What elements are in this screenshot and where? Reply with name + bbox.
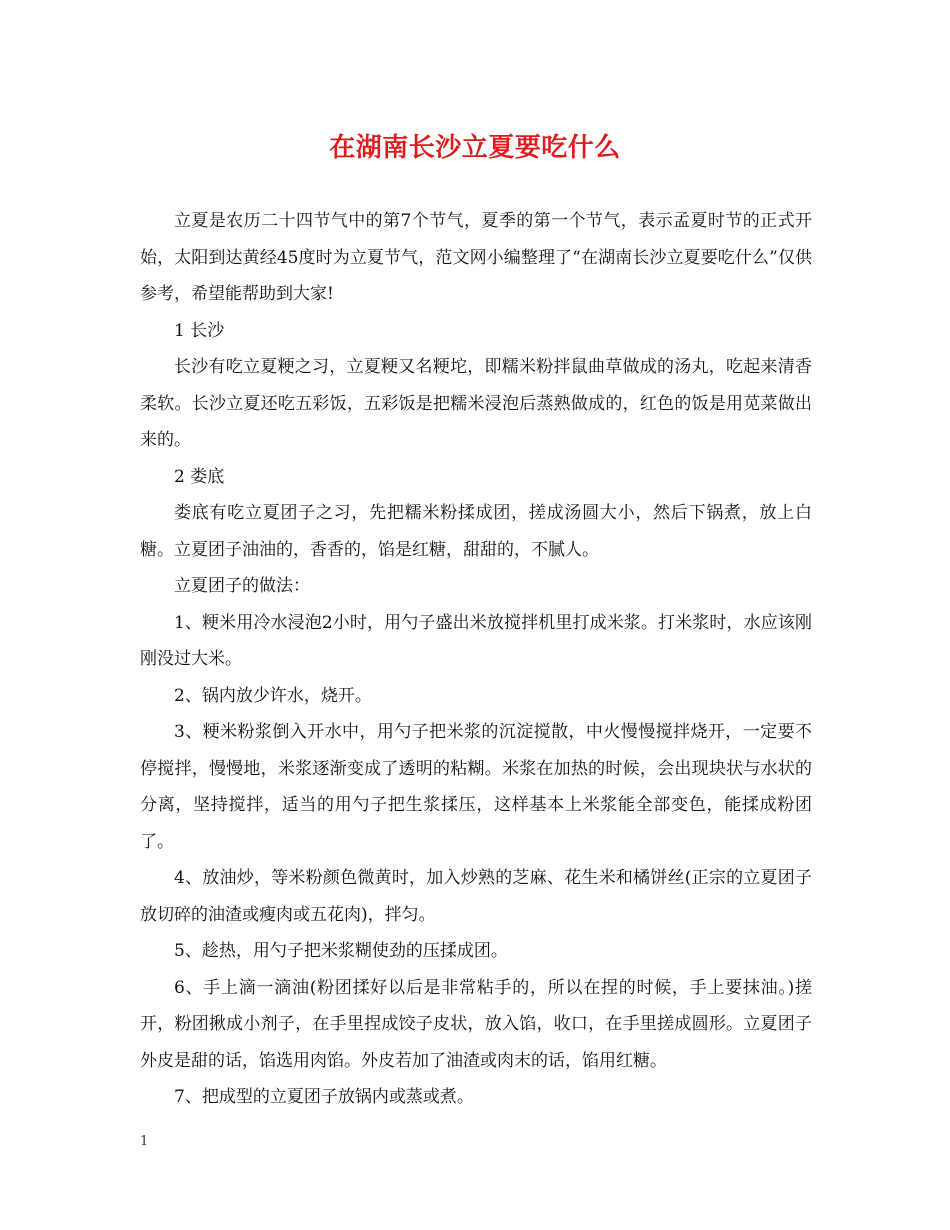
- recipe-step-4: 4、放油炒，等米粉颜色微黄时，加入炒熟的芝麻、花生米和橘饼丝(正宗的立夏团子放切碎的油渣或瘦肉或五花肉)，拌匀。: [140, 868, 812, 925]
- document-body: [140, 203, 812, 1116]
- recipe-step-2: 2、锅内放少许水，烧开。: [174, 685, 372, 706]
- paragraph-loudi: 娄底有吃立夏团子之习，先把糯米粉揉成团，搓成汤圆大小，然后下锅煮，放上白糖。立夏团子油油的，香香的，馅是红糖，甜甜的，不腻人。: [140, 503, 812, 560]
- document-title: 在湖南长沙立夏要吃什么: [329, 133, 621, 163]
- section-heading-loudi: 2 娄底: [174, 466, 225, 487]
- recipe-heading: 立夏团子的做法：: [174, 576, 310, 596]
- recipe-step-5: 5、趁热，用勺子把米浆糊使劲的压揉成团。: [174, 941, 508, 961]
- recipe-step-7: 7、把成型的立夏团子放锅内或蒸或煮。: [174, 1087, 474, 1107]
- section-heading-changsha: 1 长沙: [174, 320, 225, 341]
- page-number: 1: [140, 1134, 149, 1149]
- recipe-step-1: 1、粳米用冷水浸泡2小时，用勺子盛出米放搅拌机里打成米浆。打米浆时，水应该刚刚没过大米。: [140, 612, 812, 669]
- recipe-step-6: 6、手上滴一滴油(粉团揉好以后是非常粘手的，所以在捏的时候，手上要抹油。)搓开，粉团揪成小剂子，在手里捏成饺子皮状，放入馅，收口，在手里搓成圆形。立夏团子外皮是甜的话，馅选用肉馅。外皮若加了油渣或肉末的话，馅用红糖。: [140, 977, 812, 1071]
- recipe-step-3: 3、粳米粉浆倒入开水中，用勺子把米浆的沉淀搅散，中火慢慢搅拌烧开，一定要不停搅拌，慢慢地，米浆逐渐变成了透明的粘糊。米浆在加热的时候，会出现块状与水状的分离，坚持搅拌，适当的用勺子把生浆揉压，这样基本上米浆能全部变色，能揉成粉团了。: [140, 722, 812, 852]
- paragraph-changsha: 长沙有吃立夏粳之习，立夏粳又名粳坨，即糯米粉拌鼠曲草做成的汤丸，吃起来清香柔软。长沙立夏还吃五彩饭，五彩饭是把糯米浸泡后蒸熟做成的，红色的饭是用苋菜做出来的。: [140, 357, 812, 450]
- paragraph-intro: 立夏是农历二十四节气中的第7个节气，夏季的第一个节气，表示孟夏时节的正式开始，太阳到达黄经45度时为立夏节气，范文网小编整理了“在湖南长沙立夏要吃什么”仅供参考，希望能帮助到大家!: [140, 211, 812, 304]
